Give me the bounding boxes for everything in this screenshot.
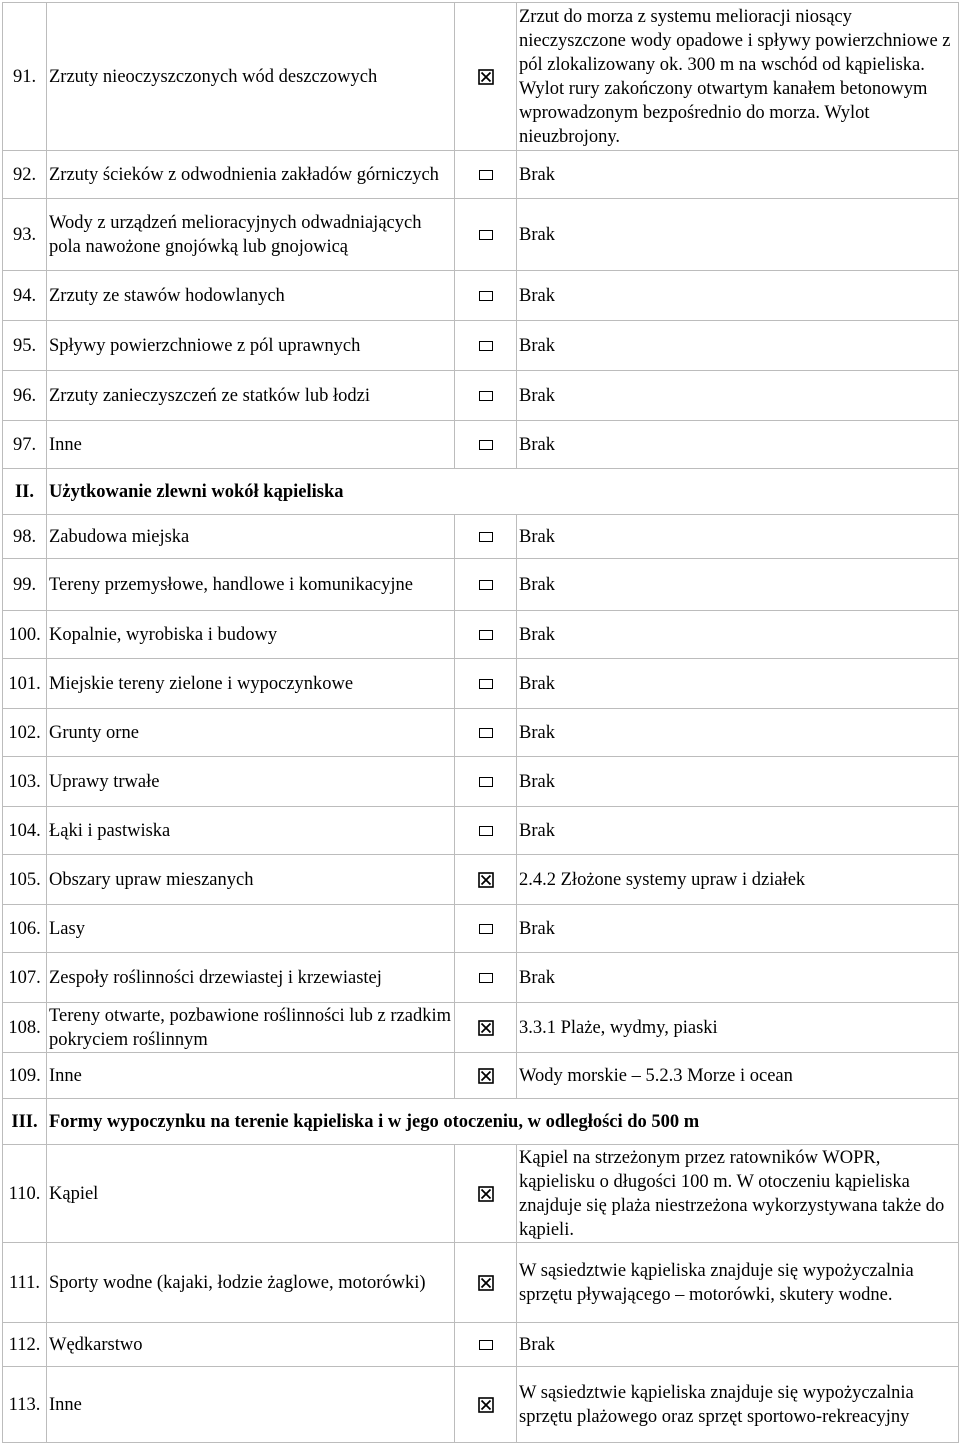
- checkbox-empty[interactable]: [455, 199, 517, 271]
- table-row: [3, 1243, 959, 1323]
- checked-box-icon: [478, 872, 494, 888]
- empty-box-icon: [479, 973, 493, 983]
- row-number: 109.: [3, 1053, 47, 1099]
- empty-box-icon: [479, 679, 493, 689]
- section-number: II.: [3, 469, 47, 515]
- row-label: Inne: [47, 1367, 455, 1443]
- checkbox-empty[interactable]: [455, 1323, 517, 1367]
- checkbox-marked[interactable]: [455, 1145, 517, 1243]
- table-row: [3, 515, 959, 559]
- row-label: Wędkarstwo: [47, 1323, 455, 1367]
- checkbox-empty[interactable]: [455, 905, 517, 953]
- empty-box-icon: [479, 391, 493, 401]
- empty-box-icon: [479, 580, 493, 590]
- section-row: [3, 1099, 959, 1145]
- empty-box-icon: [479, 630, 493, 640]
- row-label: Sporty wodne (kajaki, łodzie żaglowe, motorówki): [47, 1243, 455, 1323]
- checkbox-empty[interactable]: [455, 659, 517, 709]
- table-row: [3, 1367, 959, 1443]
- checkbox-empty[interactable]: [455, 321, 517, 371]
- row-value: 3.3.1 Plaże, wydmy, piaski: [517, 1003, 959, 1053]
- checkbox-empty[interactable]: [455, 757, 517, 807]
- table-row: [3, 611, 959, 659]
- section-number: III.: [3, 1099, 47, 1145]
- table-row: [3, 1003, 959, 1053]
- empty-box-icon: [479, 924, 493, 934]
- row-value: W sąsiedztwie kąpieliska znajduje się wypożyczalnia sprzętu pływającego – motorówki, skutery wodne.: [517, 1243, 959, 1323]
- empty-box-icon: [479, 1340, 493, 1350]
- table-row: [3, 421, 959, 469]
- empty-box-icon: [479, 170, 493, 180]
- row-number: 113.: [3, 1367, 47, 1443]
- row-label: Zabudowa miejska: [47, 515, 455, 559]
- empty-box-icon: [479, 532, 493, 542]
- row-number: 108.: [3, 1003, 47, 1053]
- table-row: [3, 1053, 959, 1099]
- table-row: [3, 151, 959, 199]
- checkbox-marked[interactable]: [455, 855, 517, 905]
- table-row: [3, 3, 959, 151]
- row-value: Brak: [517, 709, 959, 757]
- empty-box-icon: [479, 777, 493, 787]
- row-value: Zrzut do morza z systemu melioracji niosący nieczyszczone wody opadowe i spływy powierzchniowe z pól zlokalizowany ok. 300 m na wschód od kąpieliska. Wylot rury zakończony otwartym kanałem betonowym wprowadzonym bezpośrednio do morza. Wylot nieuzbrojony.: [517, 3, 959, 151]
- checkbox-empty[interactable]: [455, 421, 517, 469]
- checkbox-marked[interactable]: [455, 1367, 517, 1443]
- row-number: 107.: [3, 953, 47, 1003]
- table-row: [3, 1323, 959, 1367]
- row-label: Uprawy trwałe: [47, 757, 455, 807]
- row-label: Inne: [47, 421, 455, 469]
- table-row: [3, 659, 959, 709]
- row-value: Brak: [517, 151, 959, 199]
- row-value: Brak: [517, 659, 959, 709]
- checked-box-icon: [478, 1020, 494, 1036]
- empty-box-icon: [479, 341, 493, 351]
- bathing-water-profile-table: [2, 2, 959, 1443]
- table-row: [3, 905, 959, 953]
- row-number: 96.: [3, 371, 47, 421]
- section-title: Użytkowanie zlewni wokół kąpieliska: [47, 469, 959, 515]
- section-title: Formy wypoczynku na terenie kąpieliska i w jego otoczeniu, w odległości do 500 m: [47, 1099, 959, 1145]
- row-number: 98.: [3, 515, 47, 559]
- row-value: Brak: [517, 807, 959, 855]
- row-number: 94.: [3, 271, 47, 321]
- row-label: Obszary upraw mieszanych: [47, 855, 455, 905]
- checkbox-empty[interactable]: [455, 371, 517, 421]
- row-number: 106.: [3, 905, 47, 953]
- row-number: 103.: [3, 757, 47, 807]
- row-label: Zrzuty ścieków z odwodnienia zakładów górniczych: [47, 151, 455, 199]
- row-label: Spływy powierzchniowe z pól uprawnych: [47, 321, 455, 371]
- row-value: Brak: [517, 199, 959, 271]
- row-label: Zespoły roślinności drzewiastej i krzewiastej: [47, 953, 455, 1003]
- row-number: 100.: [3, 611, 47, 659]
- checkbox-empty[interactable]: [455, 559, 517, 611]
- row-label: Tereny otwarte, pozbawione roślinności lub z rzadkim pokryciem roślinnym: [47, 1003, 455, 1053]
- checkbox-empty[interactable]: [455, 807, 517, 855]
- checkbox-marked[interactable]: [455, 3, 517, 151]
- row-number: 93.: [3, 199, 47, 271]
- checked-box-icon: [478, 1068, 494, 1084]
- row-value: Brak: [517, 321, 959, 371]
- row-value: Brak: [517, 271, 959, 321]
- table-row: [3, 953, 959, 1003]
- table-row: [3, 757, 959, 807]
- row-value: W sąsiedztwie kąpieliska znajduje się wypożyczalnia sprzętu plażowego oraz sprzęt sportowo-rekreacyjny: [517, 1367, 959, 1443]
- row-value: Wody morskie – 5.2.3 Morze i ocean: [517, 1053, 959, 1099]
- table-row: [3, 199, 959, 271]
- checkbox-empty[interactable]: [455, 151, 517, 199]
- row-label: Kąpiel: [47, 1145, 455, 1243]
- checkbox-empty[interactable]: [455, 271, 517, 321]
- row-value: Brak: [517, 953, 959, 1003]
- table-row: [3, 271, 959, 321]
- empty-box-icon: [479, 440, 493, 450]
- row-value: Brak: [517, 371, 959, 421]
- row-number: 104.: [3, 807, 47, 855]
- row-number: 110.: [3, 1145, 47, 1243]
- row-value: Brak: [517, 421, 959, 469]
- row-number: 112.: [3, 1323, 47, 1367]
- table-row: [3, 807, 959, 855]
- empty-box-icon: [479, 826, 493, 836]
- row-number: 99.: [3, 559, 47, 611]
- row-number: 92.: [3, 151, 47, 199]
- row-label: Zrzuty zanieczyszczeń ze statków lub łodzi: [47, 371, 455, 421]
- section-row: [3, 469, 959, 515]
- row-label: Miejskie tereny zielone i wypoczynkowe: [47, 659, 455, 709]
- empty-box-icon: [479, 291, 493, 301]
- row-value: Brak: [517, 1323, 959, 1367]
- checked-box-icon: [478, 69, 494, 85]
- row-value: Brak: [517, 559, 959, 611]
- row-label: Tereny przemysłowe, handlowe i komunikacyjne: [47, 559, 455, 611]
- row-value: Kąpiel na strzeżonym przez ratowników WOPR, kąpielisku o długości 100 m. W otoczeniu kąpieliska znajduje się plaża niestrzeżona wykorzystywana także do kąpieli.: [517, 1145, 959, 1243]
- row-number: 101.: [3, 659, 47, 709]
- table-row: [3, 371, 959, 421]
- checked-box-icon: [478, 1275, 494, 1291]
- checkbox-empty[interactable]: [455, 515, 517, 559]
- table-row: [3, 855, 959, 905]
- checkbox-empty[interactable]: [455, 953, 517, 1003]
- row-label: Lasy: [47, 905, 455, 953]
- checked-box-icon: [478, 1186, 494, 1202]
- row-value: Brak: [517, 611, 959, 659]
- row-label: Łąki i pastwiska: [47, 807, 455, 855]
- row-number: 97.: [3, 421, 47, 469]
- table-row: [3, 709, 959, 757]
- row-number: 91.: [3, 3, 47, 151]
- table-row: [3, 1145, 959, 1243]
- row-label: Zrzuty nieoczyszczonych wód deszczowych: [47, 3, 455, 151]
- row-label: Kopalnie, wyrobiska i budowy: [47, 611, 455, 659]
- empty-box-icon: [479, 728, 493, 738]
- row-label: Grunty orne: [47, 709, 455, 757]
- empty-box-icon: [479, 230, 493, 240]
- checked-box-icon: [478, 1397, 494, 1413]
- checkbox-marked[interactable]: [455, 1243, 517, 1323]
- table-row: [3, 321, 959, 371]
- row-value: Brak: [517, 515, 959, 559]
- row-label: Zrzuty ze stawów hodowlanych: [47, 271, 455, 321]
- checkbox-marked[interactable]: [455, 1053, 517, 1099]
- row-value: Brak: [517, 905, 959, 953]
- row-label: Wody z urządzeń melioracyjnych odwadniających pola nawożone gnojówką lub gnojowicą: [47, 199, 455, 271]
- row-value: 2.4.2 Złożone systemy upraw i działek: [517, 855, 959, 905]
- row-value: Brak: [517, 757, 959, 807]
- row-label: Inne: [47, 1053, 455, 1099]
- row-number: 95.: [3, 321, 47, 371]
- row-number: 102.: [3, 709, 47, 757]
- table-row: [3, 559, 959, 611]
- row-number: 105.: [3, 855, 47, 905]
- checkbox-marked[interactable]: [455, 1003, 517, 1053]
- row-number: 111.: [3, 1243, 47, 1323]
- checkbox-empty[interactable]: [455, 611, 517, 659]
- checkbox-empty[interactable]: [455, 709, 517, 757]
